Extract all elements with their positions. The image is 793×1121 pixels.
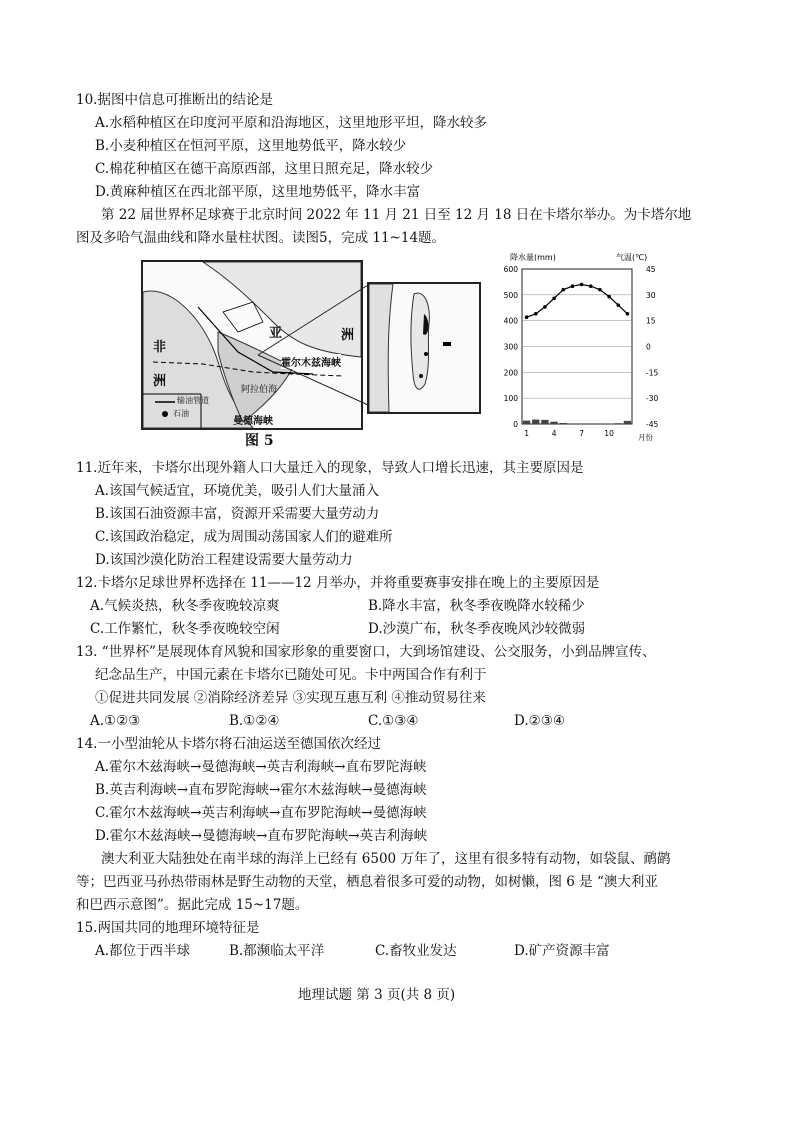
precip-bar — [532, 420, 539, 424]
precip-bar — [550, 422, 557, 424]
right-tick-label: 45 — [646, 265, 656, 274]
q15-option-d: D.矿产资源丰富 — [514, 943, 610, 959]
intro-2-line2: 等；巴西亚马孙热带雨林是野生动物的天堂，栖息着很多可爱的动物，如树懒，图 6 是 “澳大利亚 — [76, 874, 658, 890]
figure5-caption: 图 5 — [245, 433, 274, 449]
left-tick-label: 400 — [503, 316, 518, 326]
qatar-inset-map — [367, 282, 481, 414]
x-tick-label: 4 — [551, 429, 557, 438]
q11-option-c: C.该国政治稳定，成为周围动荡国家人们的避难所 — [95, 529, 393, 545]
temperature-point — [534, 312, 538, 316]
q12-option-c: C.工作繁忙，秋冬季夜晚较空闲 — [90, 621, 280, 637]
q14-stem: 14.一小型油轮从卡塔尔将石油运送至德国依次经过 — [76, 736, 381, 752]
q11-stem: 11.近年来，卡塔尔出现外籍人口大量迁入的现象，导致人口增长迅速，其主要原因是 — [76, 460, 584, 476]
temperature-point — [589, 284, 593, 288]
left-tick-label: 200 — [503, 368, 518, 378]
q10-option-a: A.水稻种植区在印度河平原和沿海地区，这里地形平坦，降水较多 — [95, 115, 488, 131]
x-tick-label: 10 — [604, 429, 614, 438]
temperature-point — [552, 296, 556, 300]
temperature-curve — [527, 285, 628, 318]
right-tick-label: 0 — [646, 342, 651, 352]
precip-bar — [615, 423, 622, 424]
q10-option-b: B.小麦种植区在恒河平原，这里地势低平，降水较少 — [95, 138, 407, 154]
q11-option-d: D.该国沙漠化防治工程建设需要大量劳动力 — [95, 552, 353, 568]
label-zhou: 洲 — [341, 328, 355, 343]
q13-option-b: B.①②④ — [229, 713, 280, 729]
temperature-point — [616, 303, 620, 307]
intro-1-line1: 第 22 届世界杯足球赛于北京时间 2022 年 11 月 21 日至 12 月 18 日在卡塔尔举办。为卡塔尔地 — [101, 207, 692, 223]
q15-option-b: B.都濒临太平洋 — [229, 943, 325, 959]
right-tick-label: -45 — [646, 420, 659, 429]
q11-option-b: B.该国石油资源丰富，资源开采需要大量劳动力 — [95, 506, 380, 522]
x-unit-label: 月份 — [638, 433, 653, 442]
q12-stem: 12.卡塔尔足球世界杯选择在 11——12 月举办，并将重要赛事安排在晚上的主要原因是 — [76, 575, 600, 591]
temperature-point — [580, 283, 584, 287]
q14-option-b: B.英吉利海峡→直布罗陀海峡→霍尔木兹海峡→曼德海峡 — [95, 782, 427, 798]
doha-climate-chart — [488, 250, 670, 446]
q13-option-a: A.①②③ — [90, 713, 141, 729]
left-tick-label: 600 — [503, 265, 518, 274]
q13-option-c: C.①③④ — [368, 713, 419, 729]
left-tick-label: 100 — [503, 394, 518, 404]
left-tick-label: 0 — [513, 420, 518, 429]
q12-option-a: A.气候炎热，秋冬季夜晚较凉爽 — [90, 598, 280, 614]
q12-option-b: B.降水丰富，秋冬季夜晚降水较稀少 — [368, 598, 585, 614]
precip-bar — [541, 420, 548, 424]
q15-stem: 15.两国共同的地理环境特征是 — [76, 920, 260, 936]
right-tick-label: 15 — [646, 316, 656, 326]
q10-stem: 10.据图中信息可推断出的结论是 — [76, 92, 273, 108]
left-tick-label: 300 — [503, 342, 518, 352]
intro-2-line3: 和巴西示意图”。据此完成 15~17题。 — [76, 897, 309, 913]
temperature-point — [607, 295, 611, 299]
right-axis-title: 气温(℃) — [616, 253, 648, 262]
page-footer: 地理试题 第 3 页(共 8 页) — [298, 987, 456, 1003]
temperature-point — [626, 312, 630, 316]
x-tick-label: 7 — [579, 429, 584, 438]
x-tick-labels — [524, 429, 614, 438]
temperature-point — [525, 315, 529, 319]
q15-option-a: A.都位于西半球 — [95, 943, 191, 959]
q13-items: ①促进共同发展 ②消除经济差异 ③实现互惠互利 ④推动贸易往来 — [95, 690, 486, 706]
q14-option-c: C.霍尔木兹海峡→英吉利海峡→直布罗陀海峡→曼德海峡 — [95, 805, 427, 821]
left-axis-title: 降水量(mm) — [510, 253, 556, 262]
q14-option-a: A.霍尔木兹海峡→曼德海峡→英吉利海峡→直布罗陀海峡 — [95, 759, 427, 775]
q10-option-c: C.棉花种植区在德干高原西部，这里日照充足，降水较少 — [95, 161, 434, 177]
right-tick-labels — [646, 265, 658, 429]
right-tick-label: -30 — [646, 394, 659, 404]
q15-option-c: C.畜牧业发达 — [375, 943, 457, 959]
q13-stem-line2: 纪念品生产，中国元素在卡塔尔已随处可见。卡中两国合作有利于 — [95, 667, 487, 683]
gridlines — [522, 295, 632, 398]
right-tick-label: -15 — [646, 368, 659, 378]
q13-stem-line1: 13. “世界杯”是展现体育风貌和国家形象的重要窗口，大到场馆建设、公交服务，小到品牌宣传、 — [76, 644, 656, 660]
label-fei: 非 — [153, 340, 167, 355]
temperature-point — [543, 305, 547, 309]
temperature-point — [571, 284, 575, 288]
left-tick-labels — [504, 265, 519, 429]
precip-bar — [560, 423, 567, 424]
label-fei-zhou: 洲 — [153, 374, 167, 389]
precip-bar — [624, 421, 631, 424]
precip-bars — [523, 420, 631, 424]
label-mandeb: 曼德海峡 — [233, 416, 273, 427]
legend-pipeline: 输油管道 — [177, 396, 209, 405]
label-hormuz: 霍尔木兹海峡 — [281, 354, 341, 369]
q13-option-d: D.②③④ — [514, 713, 565, 729]
label-arabian-sea: 阿拉伯海 — [241, 385, 278, 395]
temperature-point — [561, 288, 565, 292]
temperature-point — [598, 288, 602, 292]
q12-option-d: D.沙漠广布，秋冬季夜晚风沙较微弱 — [368, 621, 586, 637]
legend-oil: 石油 — [173, 409, 189, 418]
intro-2-line1: 澳大利亚大陆独处在南半球的海洋上已经有 6500 万年了，这里有很多特有动物，如袋鼠、鸸鹋 — [101, 851, 671, 867]
right-tick-label: 30 — [646, 290, 656, 300]
q14-option-d: D.霍尔木兹海峡→曼德海峡→直布罗陀海峡→英吉利海峡 — [95, 828, 428, 844]
q11-option-a: A.该国气候适宜，环境优美，吸引人们大量涌入 — [95, 483, 380, 499]
intro-1-line2: 图及多哈气温曲线和降水量柱状图。读图5，完成 11~14题。 — [76, 230, 446, 246]
q10-option-d: D.黄麻种植区在西北部平原，这里地势低平，降水丰富 — [95, 184, 421, 200]
x-tick-label: 1 — [524, 429, 529, 438]
precip-bar — [523, 421, 530, 424]
left-tick-label: 500 — [503, 290, 518, 300]
label-asia: 亚 — [269, 326, 283, 341]
